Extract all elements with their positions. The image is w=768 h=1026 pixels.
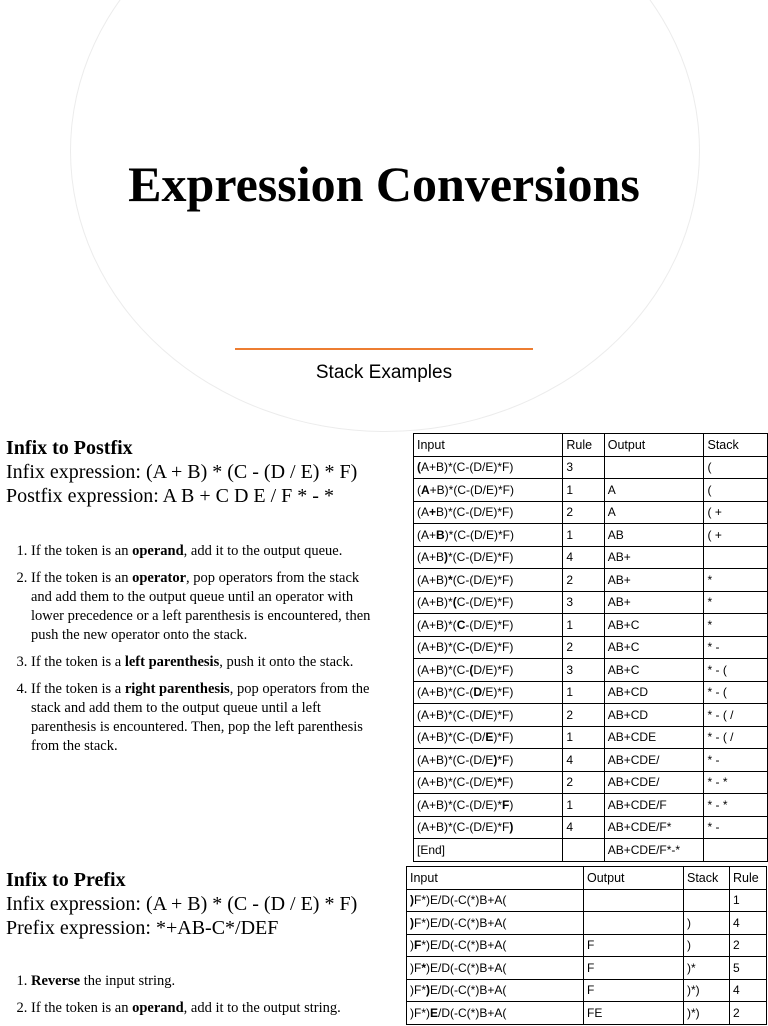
input-consumed: (A+B)* bbox=[417, 595, 453, 610]
rule-cell: 2 bbox=[563, 501, 604, 524]
input-remaining: F) bbox=[502, 775, 514, 790]
rule-cell: 4 bbox=[563, 816, 604, 839]
input-remaining: )*F) bbox=[493, 730, 514, 745]
table-row bbox=[414, 771, 768, 794]
stack-cell bbox=[684, 889, 730, 912]
input-consumed: ) bbox=[410, 938, 414, 953]
input-consumed: (A bbox=[417, 505, 429, 520]
postfix-rules-list bbox=[8, 542, 371, 764]
stack-cell bbox=[704, 839, 768, 862]
current-token: ) bbox=[509, 820, 514, 835]
stack-cell: ( bbox=[704, 479, 768, 502]
rule-cell: 2 bbox=[563, 636, 604, 659]
input-cell bbox=[414, 794, 563, 817]
input-remaining: ) bbox=[509, 797, 514, 812]
rule-cell: 2 bbox=[730, 934, 767, 957]
stack-cell: * bbox=[704, 614, 768, 637]
input-remaining: (C-(D/E)*F) bbox=[452, 572, 514, 587]
column-header: Rule bbox=[730, 867, 767, 890]
input-cell bbox=[414, 816, 563, 839]
rule-cell: 4 bbox=[563, 546, 604, 569]
stack-cell: ( + bbox=[704, 524, 768, 547]
table-row bbox=[414, 524, 768, 547]
rule-cell: 4 bbox=[730, 912, 767, 935]
input-remaining: )E/D(-C(*)B+A( bbox=[426, 960, 507, 975]
rule-cell: 3 bbox=[563, 456, 604, 479]
rule-cell: 3 bbox=[563, 591, 604, 614]
rule-keyword: Reverse bbox=[31, 973, 81, 989]
input-consumed: (A+B)*(C-(D/E)* bbox=[417, 797, 503, 812]
table-row bbox=[407, 912, 767, 935]
input-remaining: F*)E/D(-C(*)B+A( bbox=[414, 915, 507, 930]
current-token: ) bbox=[444, 550, 449, 565]
input-cell bbox=[414, 771, 563, 794]
rule-step bbox=[31, 999, 371, 1018]
current-token: ) bbox=[426, 983, 430, 998]
current-token: E bbox=[485, 730, 494, 745]
output-cell: AB+ bbox=[604, 591, 704, 614]
stack-cell: * - * bbox=[704, 794, 768, 817]
input-consumed: )F*) bbox=[410, 1005, 430, 1020]
input-remaining: )*(C-(D/E)*F) bbox=[444, 527, 515, 542]
postfix-heading: Infix to Postfix bbox=[6, 437, 133, 459]
rule-keyword: operator bbox=[132, 570, 187, 586]
rule-text: If the token is a bbox=[31, 654, 125, 670]
table-row bbox=[414, 794, 768, 817]
output-cell bbox=[604, 456, 704, 479]
rule-cell: 1 bbox=[563, 614, 604, 637]
current-token: A bbox=[421, 482, 430, 497]
input-cell bbox=[407, 912, 584, 935]
table-header-row bbox=[414, 434, 768, 457]
stack-cell: ) bbox=[684, 934, 730, 957]
input-cell bbox=[414, 456, 563, 479]
input-consumed: (A+B)*(C- bbox=[417, 662, 470, 677]
current-token: * bbox=[448, 572, 453, 587]
output-cell: AB+CD bbox=[604, 681, 704, 704]
output-cell: AB+C bbox=[604, 636, 704, 659]
input-remaining: E)*F) bbox=[485, 707, 514, 722]
rule-keyword: operand bbox=[132, 1000, 184, 1016]
stack-cell: )*) bbox=[684, 1002, 730, 1025]
rule-cell: 2 bbox=[563, 569, 604, 592]
rule-cell: 2 bbox=[730, 1002, 767, 1025]
input-consumed: ( bbox=[417, 482, 421, 497]
input-remaining: *(C-(D/E)*F) bbox=[448, 550, 514, 565]
current-token: E bbox=[430, 1005, 439, 1020]
input-consumed: (A+B)*(C bbox=[417, 640, 466, 655]
input-remaining: /D(-C(*)B+A( bbox=[438, 1005, 507, 1020]
input-consumed: (A+B) bbox=[417, 572, 449, 587]
output-cell: A bbox=[604, 501, 704, 524]
current-token: + bbox=[429, 505, 437, 520]
input-consumed: )F* bbox=[410, 983, 426, 998]
input-consumed: (A+B)*(C-(D bbox=[417, 707, 482, 722]
input-cell bbox=[414, 636, 563, 659]
rule-text: , pop operators from the stack and add them to the output queue until a left parenthesis is encountered. Then, pop the left parenthesis from the stack. bbox=[31, 681, 370, 754]
rule-text: , pop operators from the stack and add them to the output queue until an operator with lower precedence or a left parenthesis is encountered, then push the new operator onto the stack. bbox=[31, 570, 371, 643]
table-row bbox=[414, 569, 768, 592]
rule-text: , push it onto the stack. bbox=[219, 654, 354, 670]
current-token: ( bbox=[452, 595, 457, 610]
table-row bbox=[414, 816, 768, 839]
output-cell: AB+ bbox=[604, 546, 704, 569]
current-token: D bbox=[473, 685, 483, 700]
rule-cell: 4 bbox=[563, 749, 604, 772]
input-remaining: -(D/E)*F) bbox=[465, 617, 514, 632]
table-row bbox=[414, 456, 768, 479]
rule-keyword: operand bbox=[132, 543, 184, 559]
column-header: Stack bbox=[684, 867, 730, 890]
input-cell bbox=[407, 1002, 584, 1025]
table-row bbox=[407, 934, 767, 957]
table-row bbox=[414, 501, 768, 524]
input-cell bbox=[407, 979, 584, 1002]
input-cell bbox=[414, 569, 563, 592]
input-remaining: E/D(-C(*)B+A( bbox=[430, 983, 507, 998]
current-token: ) bbox=[410, 915, 414, 930]
input-remaining: A+B)*(C-(D/E)*F) bbox=[421, 460, 514, 475]
current-token: / bbox=[482, 707, 486, 722]
input-remaining: C-(D/E)*F) bbox=[456, 595, 514, 610]
postfix-result-expression: Postfix expression: A B + C D E / F * - * bbox=[6, 485, 334, 507]
input-consumed: (A+B)*( bbox=[417, 617, 457, 632]
rule-cell: 2 bbox=[563, 771, 604, 794]
stack-cell: * - ( bbox=[704, 681, 768, 704]
table-row bbox=[414, 636, 768, 659]
output-cell: FE bbox=[584, 1002, 684, 1025]
rule-text: , add it to the output string. bbox=[183, 1000, 341, 1016]
column-header: Input bbox=[414, 434, 563, 457]
rule-step bbox=[31, 680, 371, 756]
prefix-intro bbox=[6, 868, 357, 940]
stack-cell: * - bbox=[704, 749, 768, 772]
rule-step bbox=[31, 542, 371, 561]
current-token: F bbox=[414, 938, 422, 953]
table-row bbox=[414, 591, 768, 614]
table-row bbox=[414, 704, 768, 727]
input-remaining: +B)*(C-(D/E)*F) bbox=[429, 482, 514, 497]
output-cell bbox=[584, 889, 684, 912]
table-row bbox=[414, 726, 768, 749]
rule-step bbox=[31, 569, 371, 645]
rule-cell: 3 bbox=[563, 659, 604, 682]
stack-cell: * - * bbox=[704, 771, 768, 794]
slide-title: Expression Conversions bbox=[128, 156, 640, 212]
input-remaining: (D/E)*F) bbox=[469, 640, 514, 655]
stack-cell: * bbox=[704, 591, 768, 614]
postfix-intro bbox=[6, 436, 357, 508]
output-cell: AB+CDE/F bbox=[604, 794, 704, 817]
prefix-trace-table bbox=[406, 866, 767, 1025]
input-cell bbox=[414, 524, 563, 547]
rule-keyword: left parenthesis bbox=[124, 654, 220, 670]
stack-cell: ( bbox=[704, 456, 768, 479]
rule-cell bbox=[563, 839, 604, 862]
rule-step bbox=[31, 653, 371, 672]
rule-text: , add it to the output queue. bbox=[183, 543, 343, 559]
rule-text: If the token is an bbox=[31, 543, 133, 559]
stack-cell: * - bbox=[704, 816, 768, 839]
table-row bbox=[414, 659, 768, 682]
input-consumed: [End] bbox=[417, 842, 446, 857]
table-row bbox=[414, 614, 768, 637]
table-row bbox=[414, 546, 768, 569]
input-consumed: (A+B)*(C-(D/E bbox=[417, 752, 494, 767]
input-remaining: *)E/D(-C(*)B+A( bbox=[421, 938, 507, 953]
current-token: * bbox=[497, 775, 503, 790]
rule-text: If the token is a bbox=[31, 681, 125, 697]
prefix-rules-list bbox=[8, 972, 371, 1026]
current-token: B bbox=[436, 527, 445, 542]
input-cell bbox=[414, 614, 563, 637]
output-cell: AB+CDE/ bbox=[604, 749, 704, 772]
rule-text: If the token is an bbox=[31, 570, 133, 586]
input-consumed: (A+B)*(C-( bbox=[417, 685, 474, 700]
table-row bbox=[407, 889, 767, 912]
column-header: Rule bbox=[563, 434, 604, 457]
output-cell: A bbox=[604, 479, 704, 502]
current-token: - bbox=[465, 640, 470, 655]
output-cell: F bbox=[584, 979, 684, 1002]
rule-text: If the token is an bbox=[31, 1000, 133, 1016]
table-row bbox=[414, 839, 768, 862]
table-header-row bbox=[407, 867, 767, 890]
input-remaining: F*)E/D(-C(*)B+A( bbox=[414, 893, 507, 908]
output-cell: AB+CDE bbox=[604, 726, 704, 749]
current-token: ) bbox=[410, 893, 414, 908]
current-token: * bbox=[421, 960, 426, 975]
output-cell: AB+CDE/ bbox=[604, 771, 704, 794]
table-row bbox=[407, 957, 767, 980]
input-cell bbox=[407, 889, 584, 912]
rule-cell: 1 bbox=[563, 726, 604, 749]
input-remaining: *F) bbox=[497, 752, 514, 767]
table-row bbox=[407, 1002, 767, 1025]
column-header: Input bbox=[407, 867, 584, 890]
rule-cell: 1 bbox=[563, 479, 604, 502]
input-consumed: (A+B)*(C-(D/E) bbox=[417, 775, 498, 790]
input-cell bbox=[414, 839, 563, 862]
prefix-heading: Infix to Prefix bbox=[6, 869, 126, 891]
input-cell bbox=[414, 681, 563, 704]
title-divider-line bbox=[235, 348, 533, 350]
input-cell bbox=[414, 704, 563, 727]
input-cell bbox=[414, 726, 563, 749]
input-remaining: D/E)*F) bbox=[473, 662, 514, 677]
slide-subtitle: Stack Examples bbox=[315, 362, 453, 383]
rule-cell: 1 bbox=[730, 889, 767, 912]
rule-cell: 5 bbox=[730, 957, 767, 980]
prefix-result-expression: Prefix expression: *+AB-C*/DEF bbox=[6, 917, 279, 939]
input-consumed: (A+B bbox=[417, 550, 445, 565]
current-token: ( bbox=[417, 460, 421, 475]
stack-cell: )* bbox=[684, 957, 730, 980]
input-cell bbox=[414, 479, 563, 502]
output-cell: AB+C bbox=[604, 659, 704, 682]
input-cell bbox=[414, 546, 563, 569]
prefix-infix-expression: Infix expression: (A + B) * (C - (D / E) * F) bbox=[6, 893, 358, 915]
stack-cell: ( + bbox=[704, 501, 768, 524]
output-cell: AB+CD bbox=[604, 704, 704, 727]
stack-cell: )*) bbox=[684, 979, 730, 1002]
table-row bbox=[414, 749, 768, 772]
rule-step bbox=[31, 972, 371, 991]
rule-cell: 4 bbox=[730, 979, 767, 1002]
table-row bbox=[414, 681, 768, 704]
input-consumed: )F bbox=[410, 960, 422, 975]
output-cell: AB+ bbox=[604, 569, 704, 592]
output-cell: F bbox=[584, 957, 684, 980]
rule-cell: 1 bbox=[563, 681, 604, 704]
output-cell: AB+CDE/F*-* bbox=[604, 839, 704, 862]
input-cell bbox=[414, 501, 563, 524]
input-cell bbox=[414, 749, 563, 772]
input-consumed: (A+B)*(C-(D/E)*F bbox=[417, 820, 510, 835]
stack-cell: ) bbox=[684, 912, 730, 935]
output-cell: AB+CDE/F* bbox=[604, 816, 704, 839]
input-cell bbox=[414, 659, 563, 682]
current-token: ) bbox=[493, 752, 498, 767]
stack-cell: * - ( / bbox=[704, 704, 768, 727]
table-row bbox=[407, 979, 767, 1002]
input-cell bbox=[414, 591, 563, 614]
output-cell: F bbox=[584, 934, 684, 957]
rule-text: the input string. bbox=[80, 973, 176, 989]
column-header: Output bbox=[584, 867, 684, 890]
current-token: C bbox=[456, 617, 466, 632]
input-cell bbox=[407, 934, 584, 957]
rule-keyword: right parenthesis bbox=[124, 681, 230, 697]
current-token: ( bbox=[469, 662, 474, 677]
postfix-infix-expression: Infix expression: (A + B) * (C - (D / E) * F) bbox=[6, 461, 358, 483]
stack-cell: * - ( / bbox=[704, 726, 768, 749]
input-consumed: (A+B)*(C-(D/ bbox=[417, 730, 486, 745]
input-remaining: B)*(C-(D/E)*F) bbox=[436, 505, 514, 520]
stack-cell: * - bbox=[704, 636, 768, 659]
column-header: Output bbox=[604, 434, 704, 457]
column-header: Stack bbox=[704, 434, 768, 457]
output-cell bbox=[584, 912, 684, 935]
output-cell: AB+C bbox=[604, 614, 704, 637]
postfix-trace-table bbox=[413, 433, 768, 862]
input-remaining: /E)*F) bbox=[482, 685, 514, 700]
rule-cell: 1 bbox=[563, 794, 604, 817]
input-cell bbox=[407, 957, 584, 980]
input-consumed: (A+ bbox=[417, 527, 437, 542]
rule-cell: 2 bbox=[563, 704, 604, 727]
rule-cell: 1 bbox=[563, 524, 604, 547]
stack-cell: * - ( bbox=[704, 659, 768, 682]
current-token: F bbox=[502, 797, 510, 812]
stack-cell: * bbox=[704, 569, 768, 592]
output-cell: AB bbox=[604, 524, 704, 547]
stack-cell bbox=[704, 546, 768, 569]
table-row bbox=[414, 479, 768, 502]
